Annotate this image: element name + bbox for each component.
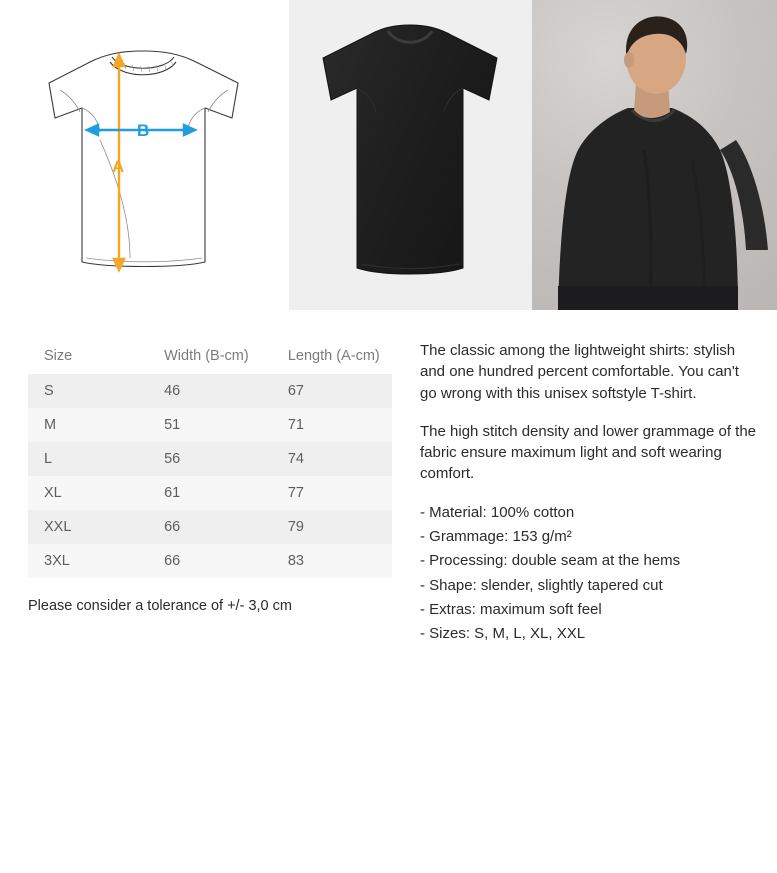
product-photo-panel [289, 0, 532, 310]
description-paragraph-2: The high stitch density and lower grammage of the fabric ensure maximum light and soft wearing comfort. [420, 422, 757, 483]
table-row [28, 544, 392, 578]
table-row [28, 510, 392, 544]
cell-width: 46 [148, 374, 272, 408]
cell-length: 74 [272, 442, 392, 476]
size-table-head [28, 338, 392, 374]
spec-item-sizes: - Sizes: S, M, L, XL, XXL [420, 625, 586, 643]
table-row [28, 374, 392, 408]
cell-width: 51 [148, 408, 272, 442]
product-image-strip [0, 0, 777, 310]
header-width: Width (B-cm) [148, 338, 272, 374]
cell-length: 67 [272, 374, 392, 408]
cell-size: 3XL [28, 544, 148, 578]
cell-size: XL [28, 476, 148, 510]
measurement-diagram-panel [0, 0, 289, 310]
cell-size: XXL [28, 510, 148, 544]
size-table-column [0, 310, 392, 648]
cell-size: S [28, 374, 148, 408]
cell-size: L [28, 442, 148, 476]
measure-label-a: A [112, 157, 125, 176]
tshirt-product-svg [289, 0, 532, 310]
table-row [28, 408, 392, 442]
cell-length: 79 [272, 510, 392, 544]
tshirt-measurement-svg [0, 0, 289, 310]
spec-item-material: - Material: 100% cotton [420, 503, 575, 521]
cell-length: 77 [272, 476, 392, 510]
product-details-section [0, 310, 777, 648]
tolerance-note: Please consider a tolerance of +/- 3,0 cm [28, 598, 292, 614]
model-illustration-svg [532, 0, 777, 310]
size-table [28, 338, 392, 578]
model-photo-panel [532, 0, 777, 310]
header-length: Length (A-cm) [272, 338, 392, 374]
table-row [28, 476, 392, 510]
cell-width: 61 [148, 476, 272, 510]
description-paragraph-1: The classic among the lightweight shirts: stylish and one hundred percent comfortable. You can't go wrong with this unisex softstyle T-shirt. [420, 342, 739, 402]
cell-width: 66 [148, 544, 272, 578]
spec-item-processing: - Processing: double seam at the hems [420, 552, 681, 570]
header-size: Size [28, 338, 148, 374]
cell-width: 66 [148, 510, 272, 544]
cell-length: 83 [272, 544, 392, 578]
cell-size: M [28, 408, 148, 442]
spec-list [420, 502, 757, 645]
table-row [28, 442, 392, 476]
spec-item-extras: - Extras: maximum soft feel [420, 600, 602, 618]
size-table-body [28, 374, 392, 578]
measure-label-b: B [137, 121, 150, 140]
cell-width: 56 [148, 442, 272, 476]
description-column [392, 310, 777, 648]
spec-item-grammage: - Grammage: 153 g/m² [420, 528, 572, 546]
cell-length: 71 [272, 408, 392, 442]
spec-item-shape: - Shape: slender, slightly tapered cut [420, 576, 663, 594]
table-header-row [28, 338, 392, 374]
